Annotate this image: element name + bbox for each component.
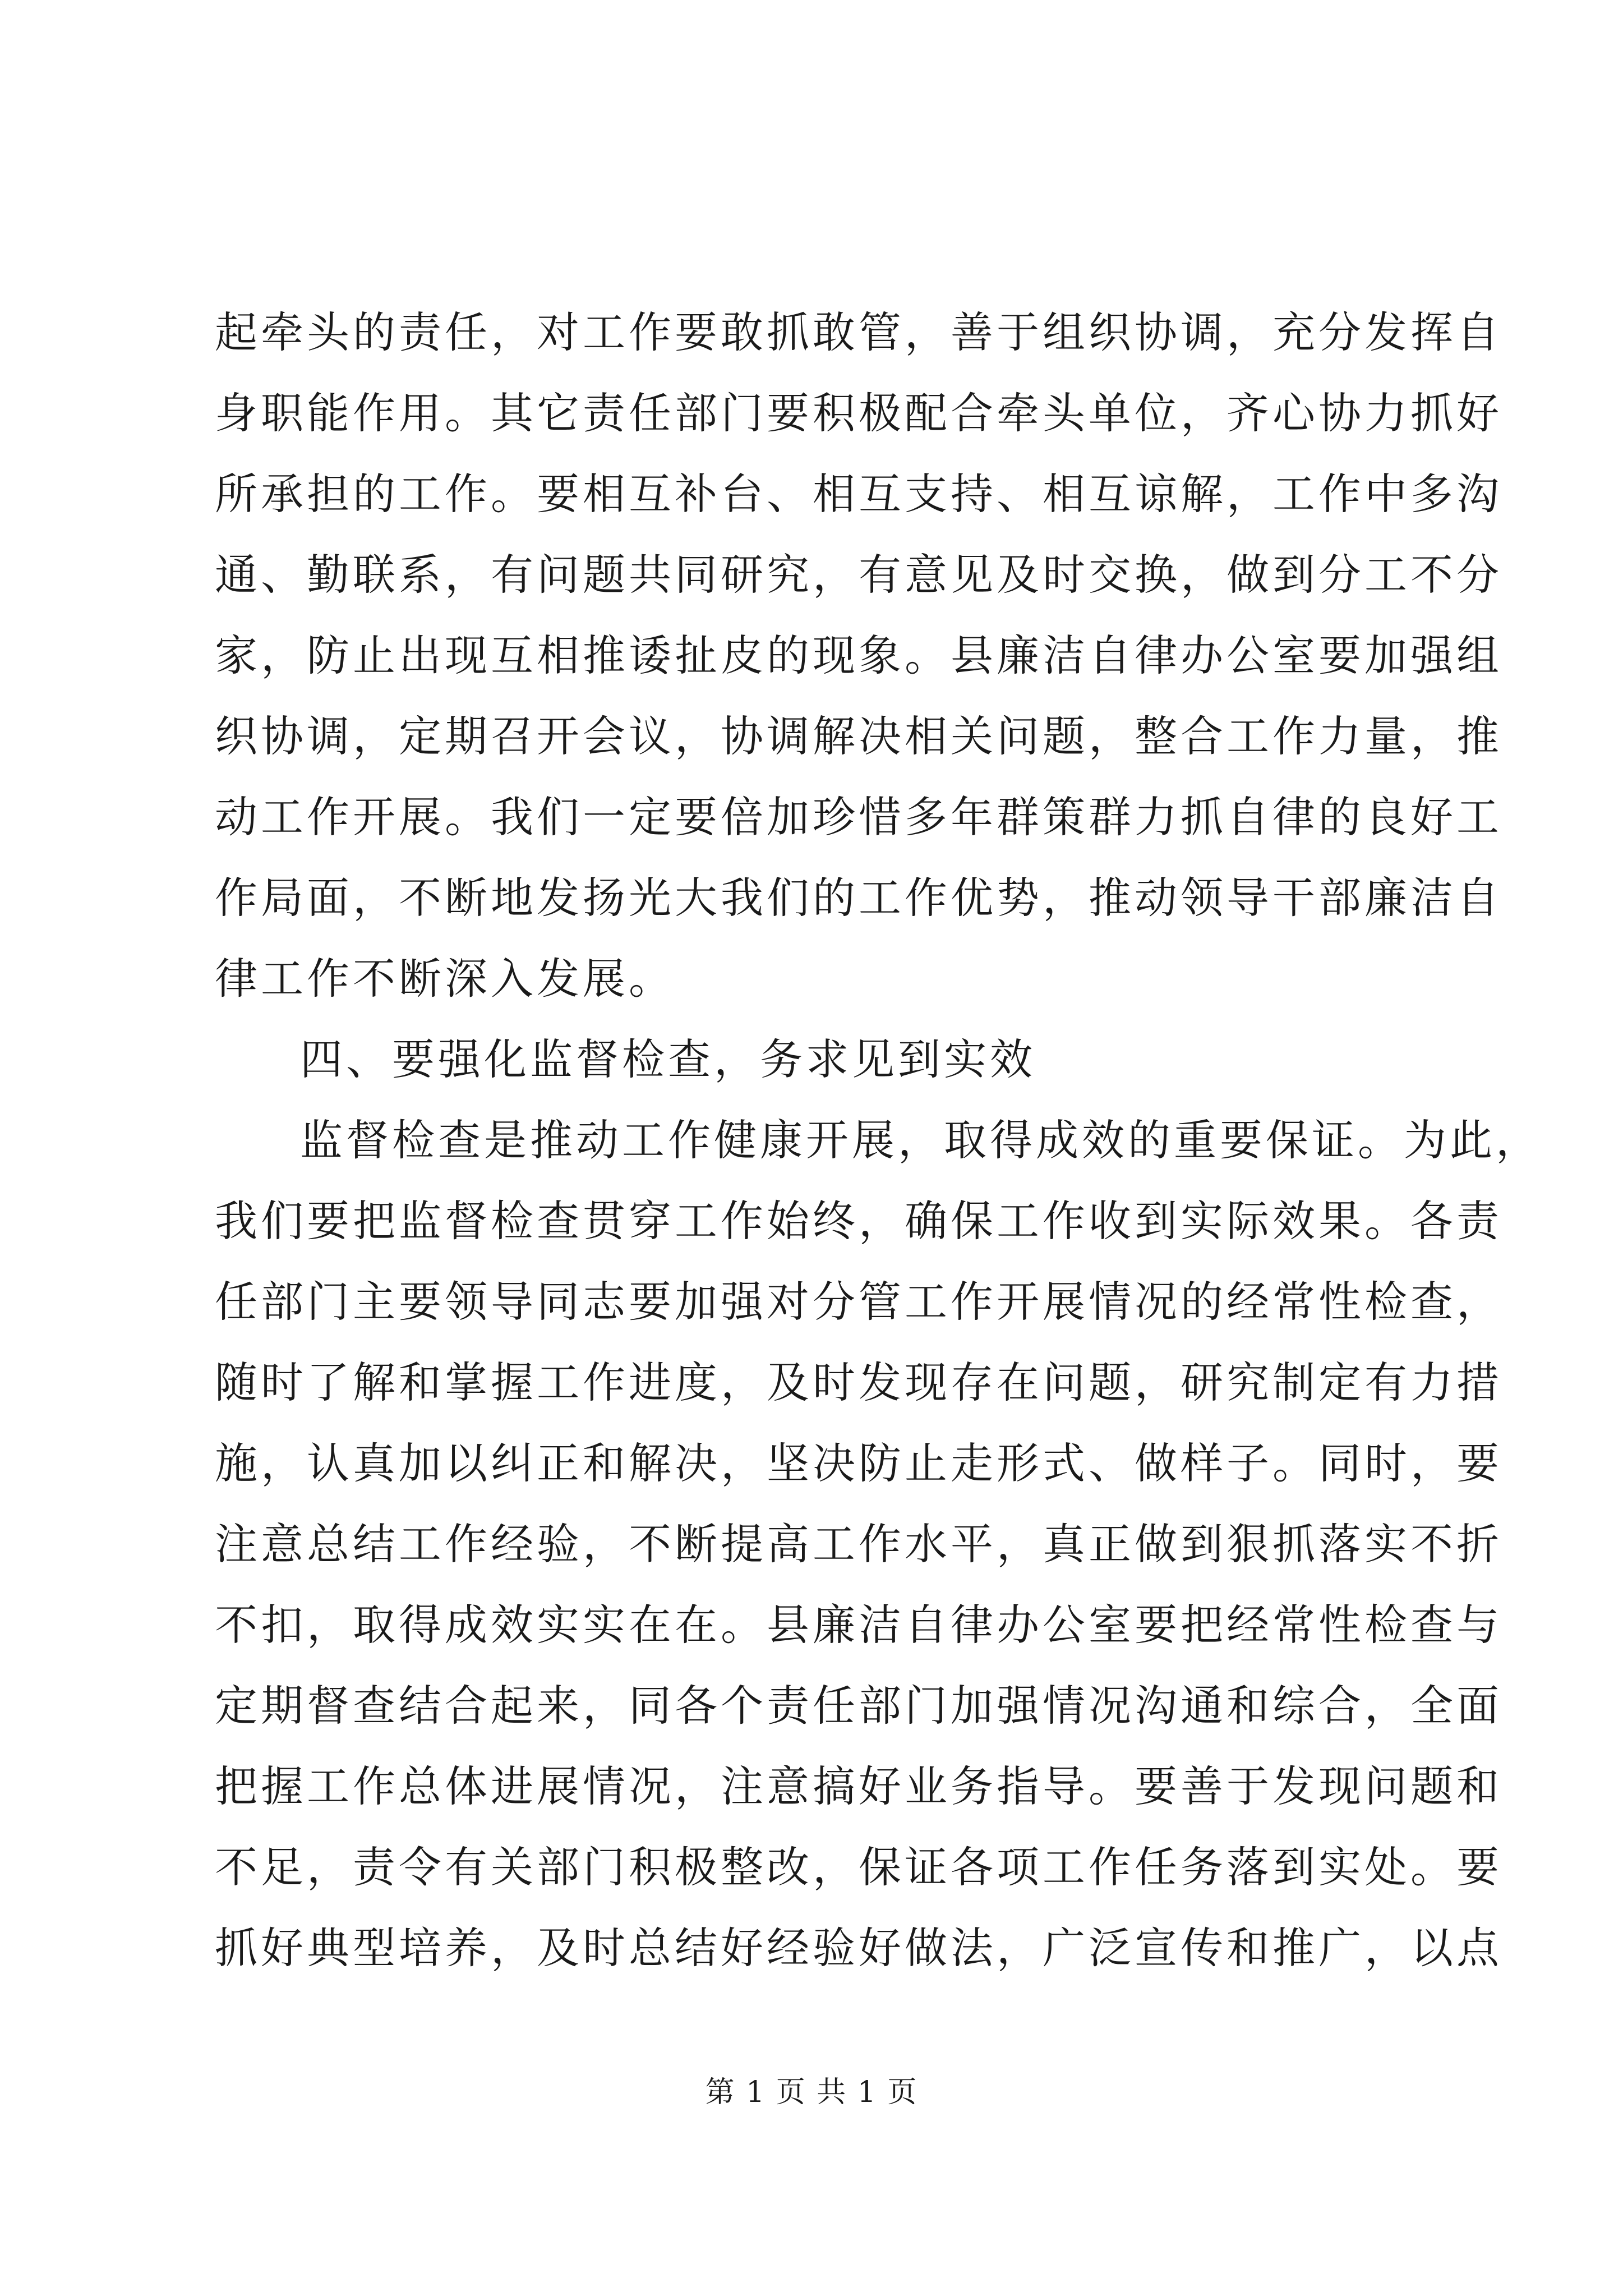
text-line: 随时了解和掌握工作进度，及时发现存在问题，研究制定有力措 (215, 1358, 1502, 1407)
text-line: 施，认真加以纠正和解决，坚决防止走形式、做样子。同时，要 (215, 1438, 1502, 1488)
text-line: 不足，责令有关部门积极整改，保证各项工作任务落到实处。要 (215, 1842, 1502, 1892)
text-line: 动工作开展。我们一定要倍加珍惜多年群策群力抓自律的良好工 (215, 792, 1502, 842)
text-line: 把握工作总体进展情况，注意搞好业务指导。要善于发现问题和 (215, 1761, 1502, 1811)
text-line: 定期督查结合起来，同各个责任部门加强情况沟通和综合，全面 (215, 1681, 1502, 1731)
text-line: 注意总结工作经验，不断提高工作水平，真正做到狠抓落实不折 (215, 1519, 1502, 1569)
text-line: 律工作不断深入发展。 (215, 954, 675, 1004)
text-line: 作局面，不断地发扬光大我们的工作优势，推动领导干部廉洁自 (215, 873, 1502, 923)
text-line: 不扣，取得成效实实在在。县廉洁自律办公室要把经常性检查与 (215, 1600, 1502, 1650)
text-line: 身职能作用。其它责任部门要积极配合牵头单位，齐心协力抓好 (215, 388, 1502, 438)
text-line: 监督检查是推动工作健康开展，取得成效的重要保证。为此， (300, 1115, 1542, 1165)
text-line: 起牵头的责任，对工作要敢抓敢管，善于组织协调，充分发挥自 (215, 307, 1502, 357)
page-number-footer: 第 1 页 共 1 页 (705, 2076, 918, 2109)
text-line: 家，防止出现互相推诿扯皮的现象。县廉洁自律办公室要加强组 (215, 631, 1502, 680)
section-heading: 四、要强化监督检查，务求见到实效 (300, 1034, 1036, 1084)
text-line: 我们要把监督检查贯穿工作始终，确保工作收到实际效果。各责 (215, 1196, 1502, 1246)
paragraph-2 (215, 1100, 1542, 1989)
text-line: 织协调，定期召开会议，协调解决相关问题，整合工作力量，推 (215, 711, 1502, 761)
paragraph-1 (215, 292, 1502, 1019)
text-line: 所承担的工作。要相互补台、相互支持、相互谅解，工作中多沟 (215, 469, 1502, 519)
text-line: 通、勤联系，有问题共同研究，有意见及时交换，做到分工不分 (215, 550, 1502, 600)
document-body (215, 292, 1542, 1989)
text-line: 抓好典型培养，及时总结好经验好做法，广泛宣传和推广，以点 (215, 1923, 1502, 1973)
text-line: 任部门主要领导同志要加强对分管工作开展情况的经常性检查， (215, 1277, 1502, 1327)
